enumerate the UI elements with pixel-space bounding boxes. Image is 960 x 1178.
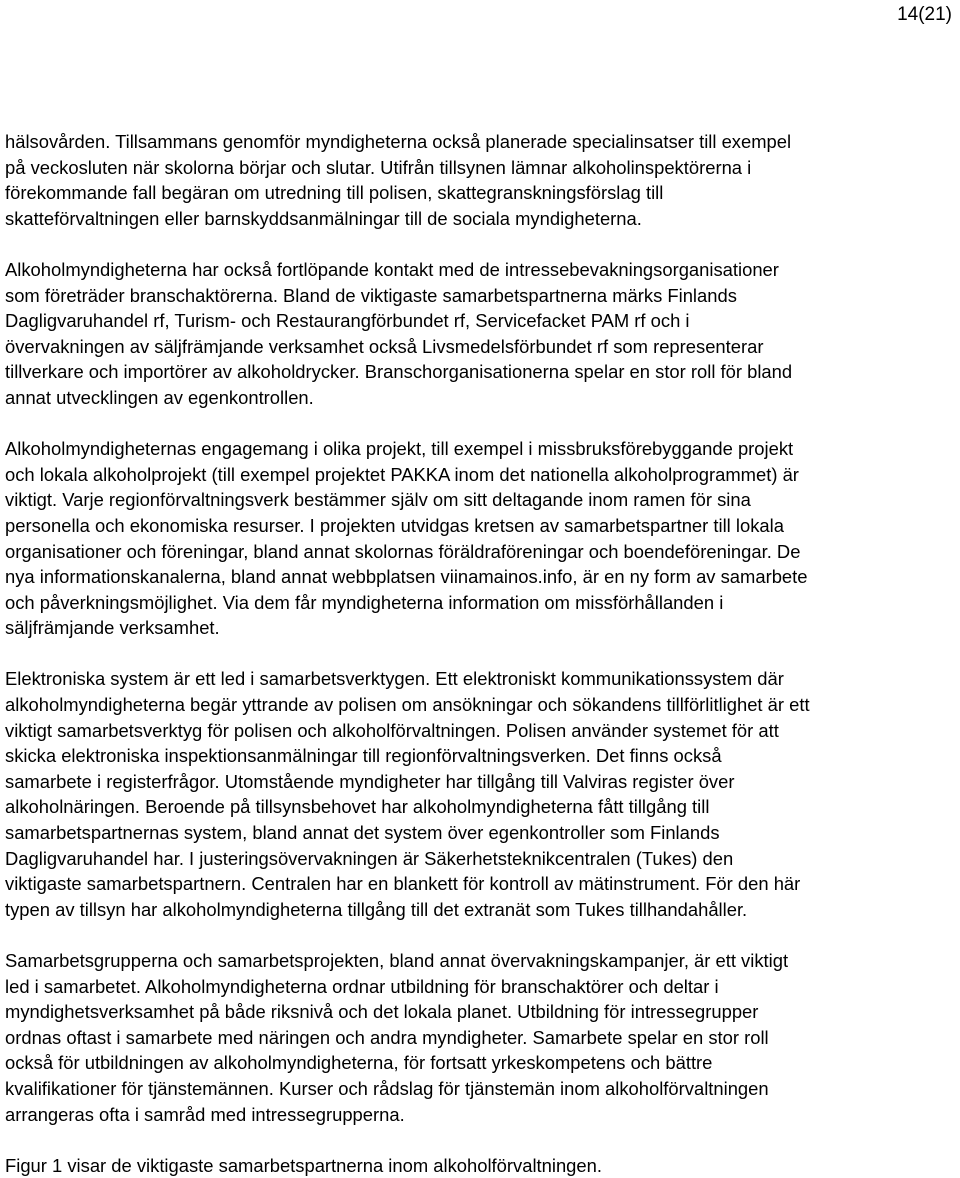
text-line: Figur 1 visar de viktigaste samarbetspartnerna inom alkoholförvaltningen.: [5, 1154, 602, 1176]
text-line: säljfrämjande verksamhet.: [5, 617, 220, 639]
text-line: viktigt samarbetsverktyg för polisen och alkoholförvaltningen. Polisen använder systemet för att: [5, 719, 779, 741]
text-line: annat utvecklingen av egenkontrollen.: [5, 386, 314, 408]
paragraph: [5, 129, 960, 231]
text-line: Dagligvaruhandel har. I justeringsövervakningen är Säkerhetsteknikcentralen (Tukes) den: [5, 847, 734, 869]
text-line: och påverkningsmöjlighet. Via dem får myndigheterna information om missförhållanden i: [5, 591, 724, 613]
text-line: tillverkare och importörer av alkoholdrycker. Branschorganisationerna spelar en stor roll för bland: [5, 361, 793, 383]
text-line: personella och ekonomiska resurser. I projekten utvidgas kretsen av samarbetspartner till lokala: [5, 514, 784, 536]
paragraph: [5, 666, 960, 922]
paragraph: [5, 436, 960, 641]
text-line: som företräder branschaktörerna. Bland de viktigaste samarbetspartnerna märks Finlands: [5, 284, 737, 306]
paragraph: [5, 948, 960, 1127]
text-line: samarbetspartnernas system, bland annat det system över egenkontroller som Finlands: [5, 822, 720, 844]
text-line: viktigaste samarbetspartnern. Centralen har en blankett för kontroll av mätinstrument. För den här: [5, 873, 801, 895]
text-line: arrangeras ofta i samråd med intressegrupperna.: [5, 1103, 405, 1125]
text-line: skicka elektroniska inspektionsanmälningar till regionförvaltningsverken. Det finns också: [5, 745, 722, 767]
text-line: Elektroniska system är ett led i samarbetsverktygen. Ett elektroniskt kommunikationssystem där: [5, 668, 784, 690]
text-line: viktigt. Varje regionförvaltningsverk bestämmer själv om sitt deltagande inom ramen för sina: [5, 489, 751, 511]
text-line: alkoholnäringen. Beroende på tillsynsbehovet har alkoholmyndigheterna fått tillgång till: [5, 796, 710, 818]
text-line: organisationer och föreningar, bland annat skolornas föräldraföreningar och boendeföreningar. De: [5, 540, 801, 562]
text-line: övervakningen av säljfrämjande verksamhet också Livsmedelsförbundet rf som representerar: [5, 335, 764, 357]
text-line: alkoholmyndigheterna begär yttrande av polisen om ansökningar och sökandens tillförlitlighet är ett: [5, 694, 810, 716]
text-line: nya informationskanalerna, bland annat webbplatsen viinamainos.info, är en ny form av samarbete: [5, 566, 808, 588]
text-line: hälsovården. Tillsammans genomför myndigheterna också planerade specialinsatser till exempel: [5, 131, 792, 152]
text-line: led i samarbetet. Alkoholmyndigheterna ordnar utbildning för branschaktörer och deltar i: [5, 975, 719, 997]
text-line: och lokala alkoholprojekt (till exempel projektet PAKKA inom det nationella alkoholprogrammet) är: [5, 463, 799, 485]
figure-reference: [5, 1153, 960, 1178]
page-number: 14(21): [897, 4, 952, 25]
text-line: Alkoholmyndigheternas engagemang i olika projekt, till exempel i missbruksförebyggande projekt: [5, 438, 794, 460]
text-line: samarbete i registerfrågor. Utomstående myndigheter har tillgång till Valviras register över: [5, 770, 735, 792]
text-line: myndighetsverksamhet på både riksnivå och det lokala planet. Utbildning för intressegrupper: [5, 1001, 759, 1023]
text-line: Dagligvaruhandel rf, Turism- och Restaurangförbundet rf, Servicefacket PAM rf och i: [5, 310, 690, 332]
text-line: också för utbildningen av alkoholmyndigheterna, för fortsatt yrkeskompetens och bättre: [5, 1052, 713, 1074]
text-line: förekommande fall begäran om utredning till polisen, skattegranskningsförslag till: [5, 182, 664, 204]
text-line: kvalifikationer för tjänstemännen. Kurser och rådslag för tjänstemän inom alkoholförvaltningen: [5, 1077, 769, 1099]
paragraph: [5, 257, 960, 411]
document-body: [5, 129, 960, 1178]
text-line: på veckosluten när skolorna börjar och slutar. Utifrån tillsynen lämnar alkoholinspektörerna i: [5, 156, 752, 178]
text-line: ordnas oftast i samarbete med näringen och andra myndigheter. Samarbete spelar en stor roll: [5, 1026, 769, 1048]
text-line: skatteförvaltningen eller barnskyddsanmälningar till de sociala myndigheterna.: [5, 207, 642, 229]
text-line: Alkoholmyndigheterna har också fortlöpande kontakt med de intressebevakningsorganisationer: [5, 258, 779, 280]
text-line: Samarbetsgrupperna och samarbetsprojekten, bland annat övervakningskampanjer, är ett viktigt: [5, 950, 789, 971]
text-line: typen av tillsyn har alkoholmyndigheterna tillgång till det extranät som Tukes tillhandahåller.: [5, 898, 748, 920]
